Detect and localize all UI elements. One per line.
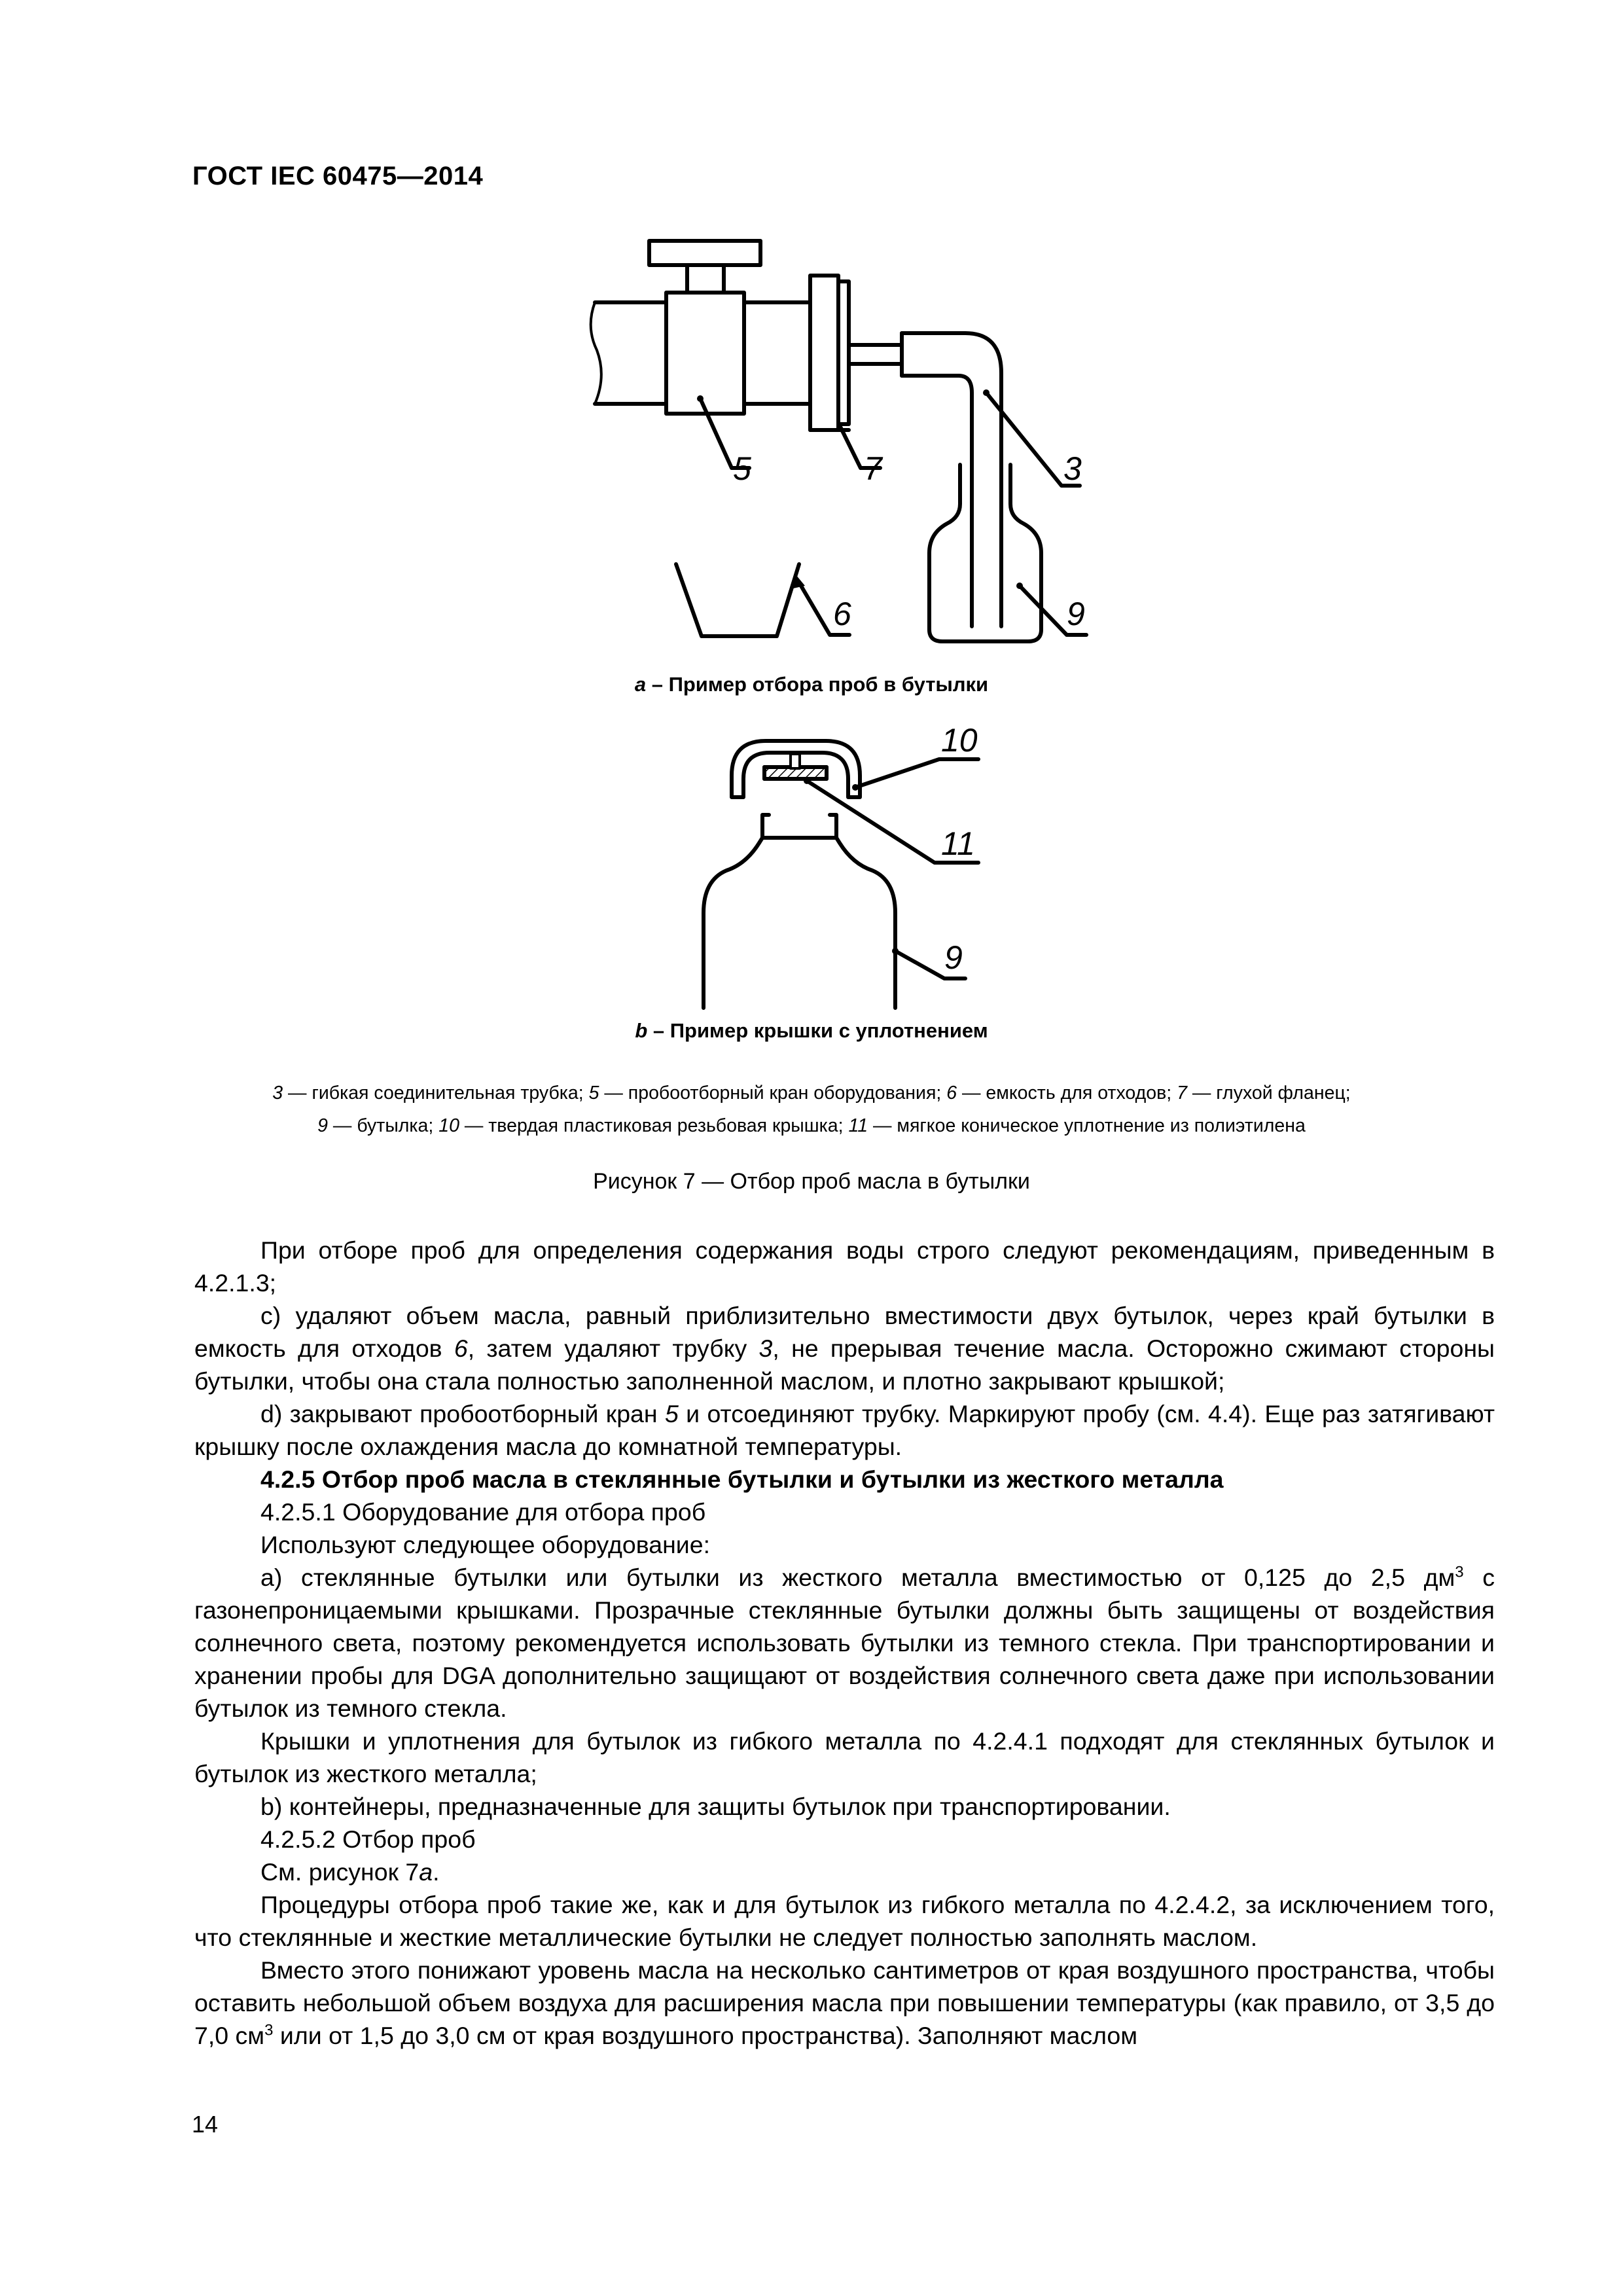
figure-caption: Рисунок 7 — Отбор проб масла в бутылки [593,1169,1030,1194]
connector-tube [849,333,1080,626]
label-5: 5 [733,450,751,487]
waste-container-6 [676,564,849,636]
paragraph: c) удаляют объем масла, равный приблизительно вместимости двух бутылок, через край бутылки в емкость для отходов 6, затем удаляют трубку 3, не прерывая течение масла. Осторожно сжимают стороны бутылки, чтобы она стала полностью заполненной маслом, и плотно закрывают крышкой; [194,1302,1495,1395]
label-11: 11 [941,825,975,862]
label-9-b: 9 [944,939,963,976]
paragraph: Крышки и уплотнения для бутылок из гибкого металла по 4.2.4.1 подходят для стеклянных бутылок и бутылок из жесткого металла; [194,1727,1495,1787]
legend-line-2: 9 — бутылка; 10 — твердая пластиковая резьбовая крышка; 11 — мягкое коническое уплотнение из полиэтилена [317,1115,1306,1136]
sampling-valve-5 [649,241,760,468]
paragraph: a) стеклянные бутылки или бутылки из жесткого металла вместимостью от 0,125 до 2,5 $дм^3$ с газонепроницаемыми крышками. Прозрачные стеклянные бутылки должны быть защищены от воздействия солнечного света, поэтому рекомендуется использовать бутылки из темного стекла. При транспортировании и хранении пробы для DGA дополнительно защищают от воздействия солнечного света даже при использовании бутылок из темного стекла. [194,1563,1495,1722]
paragraph: Вместо этого понижают уровень масла на несколько сантиметров от края воздушного пространства, чтобы оставить небольшой объем воздуха для расширения масла при повышении температуры (как правило, от 3,5 до 7,0 $см^3$ или от 1,5 до 3,0 см от края воздушного пространства). Заполняют маслом [194,1956,1495,2049]
subcaption-b: b – Пример крышки с уплотнением [635,1019,988,1042]
paragraph: Используют следующее оборудование: [260,1531,711,1558]
paragraph: b) контейнеры, предназначенные для защиты бутылок при транспортировании. [260,1793,1171,1820]
figure-7-diagram [0,0,1623,1047]
paragraph: При отборе проб для определения содержания воды строго следуют рекомендациям, приведенным в 4.2.1.3; [194,1236,1495,1297]
subsection-heading-4-2-5-2: 4.2.5.2 Отбор проб [260,1825,476,1853]
section-heading-4-2-5: 4.2.5 Отбор проб масла в стеклянные бутылки и бутылки из жесткого металла [260,1465,1224,1493]
label-7: 7 [864,450,882,487]
paragraph: d) закрывают пробоотборный кран 5 и отсоединяют трубку. Маркируют пробу (см. 4.4). Еще раз затягивают крышку после охлаждения масла до комнатной температуры. [194,1400,1495,1460]
paragraph: См. рисунок 7a. [260,1858,440,1886]
blind-flange-7 [810,276,880,468]
label-9-a: 9 [1067,596,1085,632]
bottle-9-b [704,815,965,1008]
figure-legend [131,1077,1492,1142]
label-6: 6 [833,596,851,632]
legend-line-1: 3 — гибкая соединительная трубка; 5 — пробоотборный кран оборудования; 6 — емкость для отходов; 7 — глухой фланец; [272,1083,1351,1103]
label-10: 10 [941,722,978,759]
subsection-heading-4-2-5-1: 4.2.5.1 Оборудование для отбора проб [260,1498,706,1526]
paragraph: Процедуры отбора проб такие же, как и для бутылок из гибкого металла по 4.2.4.2, за исключением того, что стеклянные и жесткие металлические бутылки не следует полностью заполнять маслом. [194,1891,1495,1951]
bottle-9-a [929,465,1086,641]
label-3: 3 [1063,450,1082,487]
page-number: 14 [192,2111,219,2138]
subcaption-a: a – Пример отбора проб в бутылки [634,673,989,696]
document-code: ГОСТ IEC 60475—2014 [192,162,484,190]
body-text [194,1234,1495,2052]
